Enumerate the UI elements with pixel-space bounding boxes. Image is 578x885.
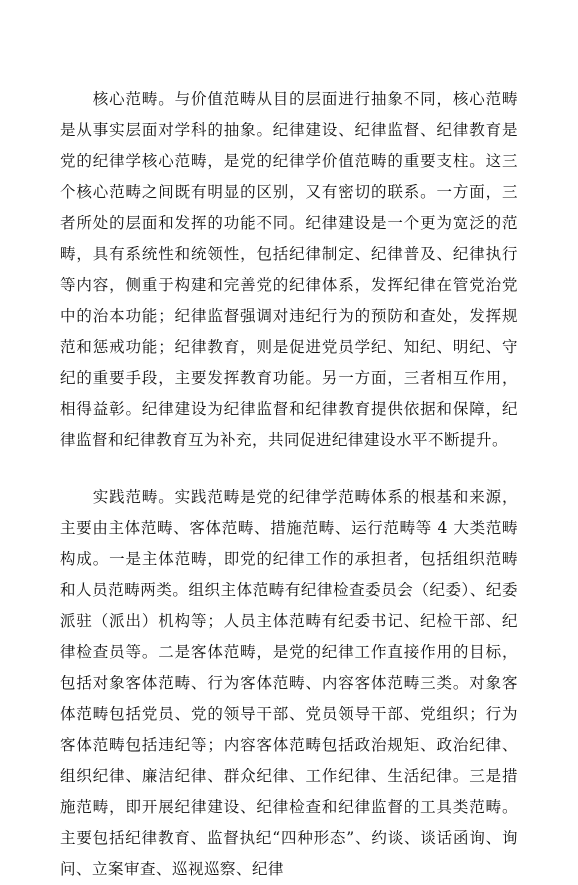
paragraph-practice-categories: 实践范畴。实践范畴是党的纪律学范畴体系的根基和来源，主要由主体范畴、客体范畴、措施范畴、运行范畴等 4 大类范畴构成。一是主体范畴，即党的纪律工作的承担者，包括组织范畴和人员范畴两类。组织主体范畴有纪律检查委员会（纪委）、纪委派驻（派出）机构等；人员主体范畴有纪委书记、纪检干部、纪律检查员等。二是客体范畴，是党的纪律工作直接作用的目标，包括对象客体范畴、行为客体范畴、内容客体范畴三类。对象客体范畴包括党员、党的领导干部、党员领导干部、党组织；行为客体范畴包括违纪等；内容客体范畴包括政治规矩、政治纪律、组织纪律、廉洁纪律、群众纪律、工作纪律、生活纪律。三是措施范畴，即开展纪律建设、纪律检查和纪律监督的工具类范畴。主要包括纪律教育、监督执纪“四种形态”、约谈、谈话函询、询问、立案审查、巡视巡察、纪律 xyxy=(60,488,518,878)
paragraph-core-categories: 核心范畴。与价值范畴从目的层面进行抽象不同，核心范畴是从事实层面对学科的抽象。纪律建设、纪律监督、纪律教育是党的纪律学核心范畴，是党的纪律学价值范畴的重要支柱。这三个核心范畴之间既有明显的区别，又有密切的联系。一方面，三者所处的层面和发挥的功能不同。纪律建设是一个更为宽泛的范畴，具有系统性和统领性，包括纪律制定、纪律普及、纪律执行等内容，侧重于构建和完善党的纪律体系，发挥纪律在管党治党中的治本功能；纪律监督强调对违纪行为的预防和查处，发挥规范和惩戒功能；纪律教育，则是促进党员学纪、知纪、明纪、守纪的重要手段，主要发挥教育功能。另一方面，三者相互作用，相得益彰。纪律建设为纪律监督和纪律教育提供依据和保障，纪律监督和纪律教育互为补充，共同促进纪律建设水平不断提升。 xyxy=(60,90,518,449)
